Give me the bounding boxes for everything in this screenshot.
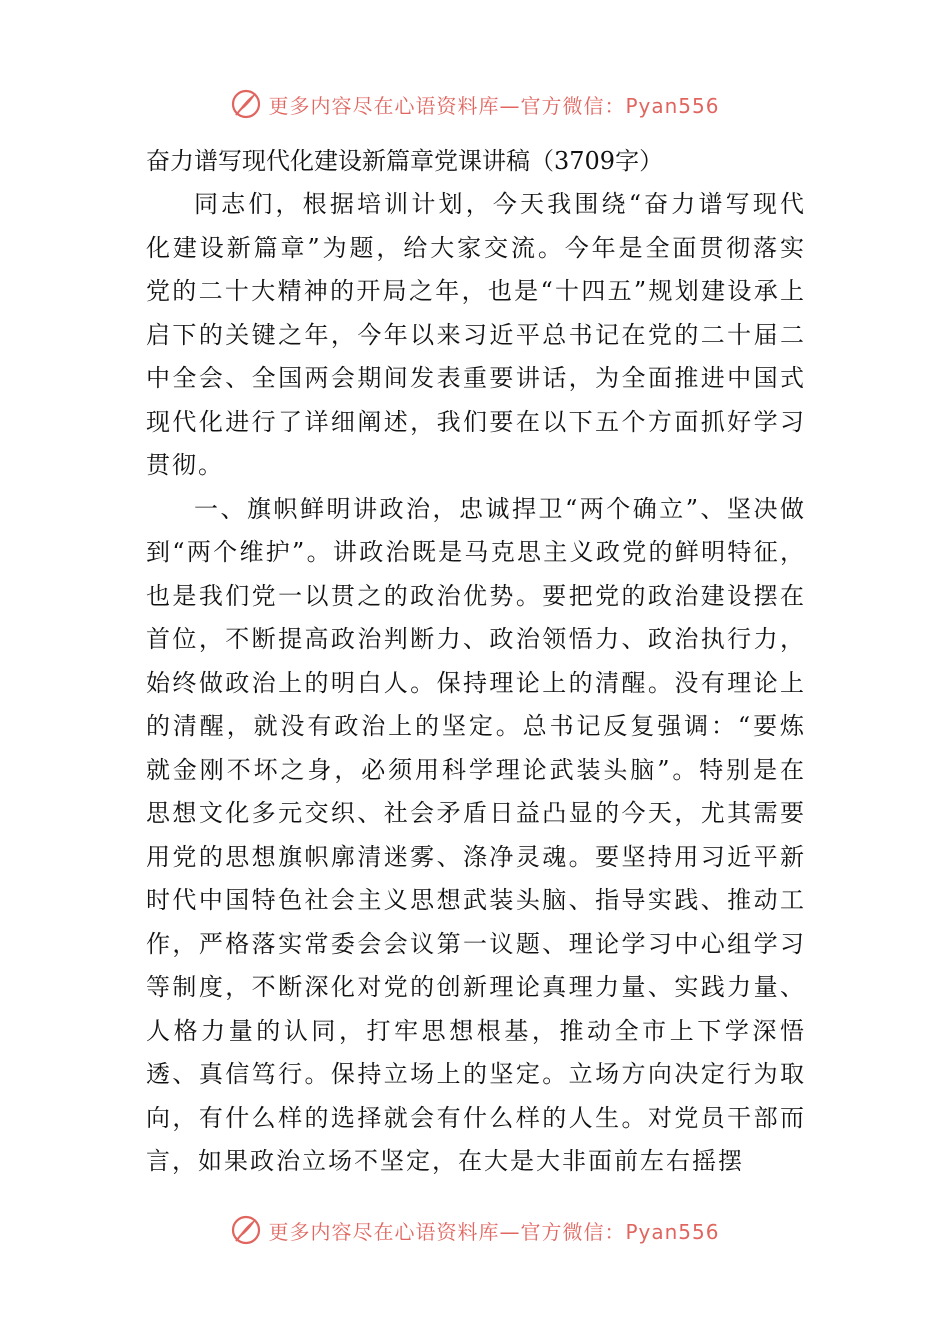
quill-logo-icon bbox=[230, 1214, 262, 1246]
header-watermark bbox=[0, 84, 950, 124]
footer-watermark bbox=[0, 1210, 950, 1250]
watermark-text: 更多内容尽在心语资料库—官方微信：Pyan556 bbox=[268, 1219, 720, 1244]
document-body bbox=[146, 140, 806, 1184]
document-title: 奋力谱写现代化建设新篇章党课讲稿（3709字） bbox=[146, 147, 664, 175]
quill-logo-icon bbox=[230, 88, 262, 120]
paragraph-section-one: 一、旗帜鲜明讲政治，忠诚捍卫“两个确立”、坚决做到“两个维护”。讲政治既是马克思主义政党的鲜明特征，也是我们党一以贯之的政治优势。要把党的政治建设摆在首位，不断提高政治判断力、政治领悟力、政治执行力，始终做政治上的明白人。保持理论上的清醒。没有理论上的清醒，就没有政治上的坚定。总书记反复强调：“要炼就金刚不坏之身，必须用科学理论武装头脑”。特别是在思想文化多元交织、社会矛盾日益凸显的今天，尤其需要用党的思想旗帜廓清迷雾、涤净灵魂。要坚持用习近平新时代中国特色社会主义思想武装头脑、指导实践、推动工作，严格落实常委会会议第一议题、理论学习中心组学习等制度，不断深化对党的创新理论真理力量、实践力量、人格力量的认同，打牢思想根基，推动全市上下学深悟透、真信笃行。保持立场上的坚定。立场方向决定行为取向，有什么样的选择就会有什么样的人生。对党员干部而言，如果政治立场不坚定，在大是大非面前左右摇摆 bbox=[146, 494, 806, 1175]
paragraph-intro: 同志们，根据培训计划，今天我围绕“奋力谱写现代化建设新篇章”为题，给大家交流。今年是全面贯彻落实党的二十大精神的开局之年，也是“十四五”规划建设承上启下的关键之年，今年以来习近平总书记在党的二十届二中全会、全国两会期间发表重要讲话，为全面推进中国式现代化进行了详细阐述，我们要在以下五个方面抓好学习贯彻。 bbox=[146, 190, 806, 479]
watermark-text: 更多内容尽在心语资料库—官方微信：Pyan556 bbox=[268, 93, 720, 118]
